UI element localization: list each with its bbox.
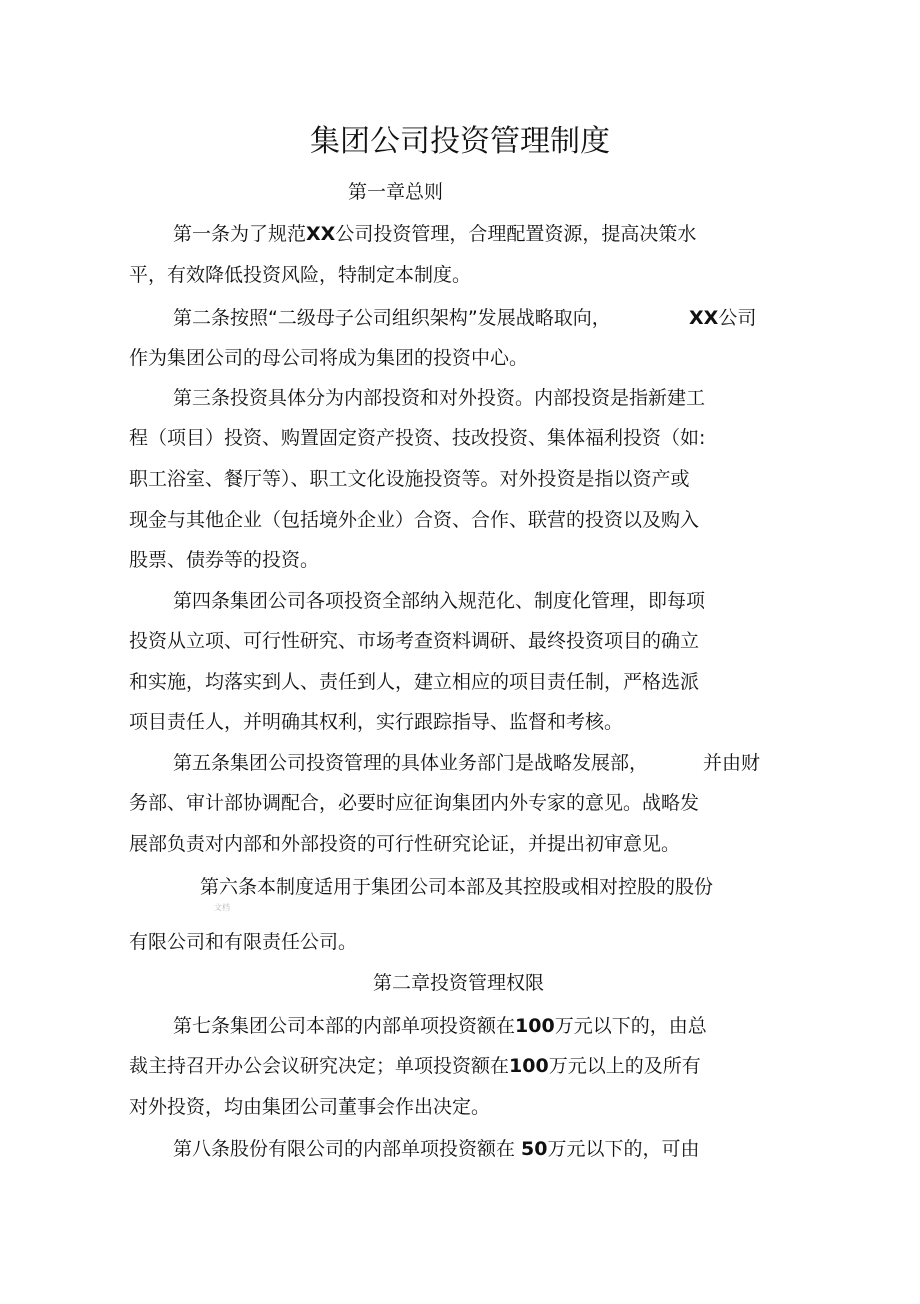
article-7-line-2 <box>129 1053 701 1079</box>
article-2-line-2: 作为集团公司的母公司将成为集团的投资中心。 <box>129 347 529 369</box>
article-5-line-1a: 第五条集团公司投资管理的具体业务部门是战略发展部， <box>173 752 649 774</box>
article-3-line-3: 职工浴室、餐厅等）、职工文化设施投资等。对外投资是指以资产或 <box>129 468 690 490</box>
article-5-line-2: 务部、审计部协调配合，必要时应征询集团内外专家的意见。战略发 <box>129 792 700 814</box>
article-3-line-4: 现金与其他企业（包括境外企业）合资、合作、联营的投资以及购入 <box>129 509 700 531</box>
article-4-line-1: 第四条集团公司各项投资全部纳入规范化、制度化管理，即每项 <box>173 590 706 612</box>
text-segment: 公司 <box>718 307 757 329</box>
article-3-line-5: 股票、债券等的投资。 <box>129 549 320 571</box>
text-segment: 第一条为了规范 <box>173 223 307 245</box>
text-segment: 裁主持召开办公会议研究决定；单项投资额在 <box>129 1055 510 1077</box>
article-4-line-2: 投资从立项、可行性研究、市场考查资料调研、最终投资项目的确立 <box>129 630 700 652</box>
amount-value: 100 <box>515 1015 555 1037</box>
company-placeholder: XX <box>306 223 336 245</box>
chapter-heading-2: 第二章投资管理权限 <box>373 972 545 994</box>
article-5-line-1b: 并由财 <box>703 752 761 774</box>
text-segment: 第七条集团公司本部的内部单项投资额在 <box>173 1015 516 1037</box>
text-segment: 万元以上的及所有 <box>548 1055 701 1077</box>
article-4-line-3: 和实施，均落实到人、责任到人，建立相应的项目责任制，严格选派 <box>129 671 700 693</box>
amount-value: 100 <box>509 1055 549 1077</box>
article-7-line-3: 对外投资，均由集团公司董事会作出决定。 <box>129 1096 491 1118</box>
article-2-line-1b <box>689 305 756 331</box>
text-segment: 第八条股份有限公司的内部单项投资额在 <box>173 1138 522 1160</box>
document-title: 集团公司投资管理制度 <box>310 124 610 159</box>
article-2-line-1a: 第二条按照“二级母子公司组织架构”发展战略取向， <box>173 307 611 329</box>
article-3-line-2: 程（项目）投资、购置固定资产投资、技改投资、集体福利投资（如: <box>129 427 706 449</box>
article-6-line-2: 有限公司和有限责任公司。 <box>129 931 358 953</box>
article-3-line-1: 第三条投资具体分为内部投资和对外投资。内部投资是指新建工 <box>173 387 706 409</box>
faint-mark: 文档 <box>214 903 230 912</box>
article-1-line-2: 平，有效降低投资风险，特制定本制度。 <box>129 264 472 286</box>
company-placeholder: XX <box>689 307 719 329</box>
text-segment: 公司投资管理，合理配置资源，提高决策水 <box>335 223 697 245</box>
article-5-line-3: 展部负责对内部和外部投资的可行性研究论证，并提出初审意见。 <box>129 833 681 855</box>
article-4-line-4: 项目责任人，并明确其权利，实行跟踪指导、监督和考核。 <box>129 711 624 733</box>
article-7-line-1 <box>173 1013 707 1039</box>
text-segment: 万元以下的，由总 <box>554 1015 707 1037</box>
article-1-line-1 <box>173 221 696 247</box>
amount-value: 50 <box>521 1138 548 1160</box>
chapter-heading-1: 第一章总则 <box>348 181 444 203</box>
text-segment: 万元以下的，可由 <box>547 1138 700 1160</box>
article-6-line-1: 第六条本制度适用于集团公司本部及其控股或相对控股的股份 <box>200 876 714 898</box>
article-8-line-1 <box>173 1136 700 1162</box>
